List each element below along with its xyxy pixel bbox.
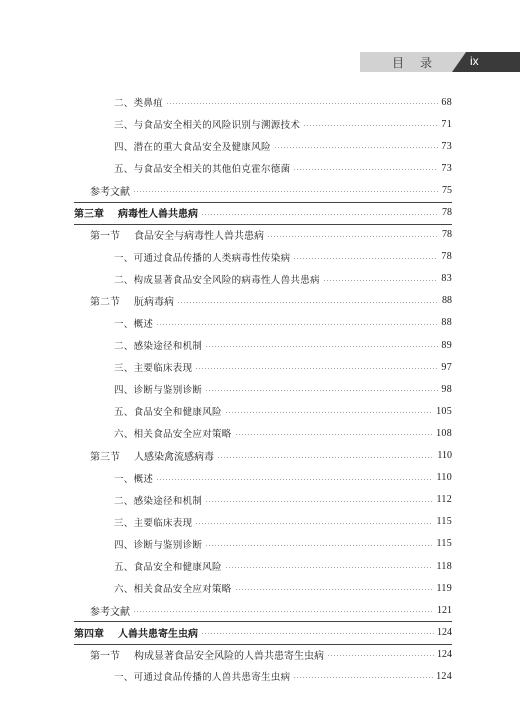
toc-page-number: 124 <box>437 648 452 660</box>
toc-leader-dots <box>293 169 438 170</box>
toc-entry-title: 三、主要临床表现 <box>114 517 193 529</box>
toc-page-number: 112 <box>436 494 452 506</box>
toc-leader-dots <box>201 214 439 215</box>
toc-entry-title: 构成显著食品安全风险的人兽共患寄生虫病 <box>134 650 324 662</box>
toc-page-number: 71 <box>441 118 452 130</box>
toc-subsection-row <box>74 400 452 422</box>
toc-leader-dots <box>235 434 433 435</box>
toc-leader-dots <box>166 103 438 104</box>
toc-subsection-row <box>74 511 452 533</box>
toc-entry-title: 六、相关食品安全应对策略 <box>114 429 232 441</box>
toc-page-number: 75 <box>442 184 452 196</box>
toc-entry-title: 参考文献 <box>90 606 130 618</box>
toc-entry-number: 第三节 <box>90 452 120 464</box>
toc-page-number: 88 <box>442 295 452 307</box>
toc-leader-dots <box>274 147 439 148</box>
toc-page-number: 88 <box>441 317 452 329</box>
toc-page-number: 97 <box>441 361 452 373</box>
toc-page-number: 73 <box>441 162 452 174</box>
toc-subsection-row <box>74 533 452 555</box>
toc-subsection-row <box>74 246 452 268</box>
toc-leader-dots <box>133 191 439 192</box>
toc-subsection-row <box>74 312 452 334</box>
header-title: 目录 <box>392 56 449 70</box>
toc-page-number: 110 <box>436 472 452 484</box>
toc-entry-title: 一、可通过食品传播的人类病毒性传染病 <box>114 252 291 264</box>
toc-entry-number: 第三章 <box>74 209 104 221</box>
toc-subsection-row <box>74 334 452 356</box>
toc-leader-dots <box>225 412 433 413</box>
toc-entry-title: 参考文献 <box>90 186 130 198</box>
toc-entry-number: 第一节 <box>90 650 120 662</box>
toc-page-number: 83 <box>441 273 452 285</box>
toc-subsection-row <box>74 467 452 489</box>
toc-subsection-row <box>74 135 452 157</box>
toc-entry-title: 人感染禽流感病毒 <box>134 452 214 464</box>
toc-page-number: 115 <box>436 538 452 550</box>
toc-entry-title: 五、与食品安全相关的其他伯克霍尔德菌 <box>114 164 291 176</box>
toc-page-number: 110 <box>437 450 452 462</box>
toc-entry-title: 二、构成显著食品安全风险的病毒性人兽共患病 <box>114 274 320 286</box>
toc-entry-title: 四、诊断与鉴别诊断 <box>114 385 203 397</box>
toc-page-number: 124 <box>436 670 452 682</box>
toc-entry-number: 第四章 <box>74 628 104 640</box>
toc-entry-title: 三、与食品安全相关的风险识别与溯源技术 <box>114 120 301 132</box>
toc-section-row <box>74 643 452 665</box>
toc-subsection-row <box>74 157 452 179</box>
toc-entry-number: 第二节 <box>90 297 120 309</box>
toc-subsection-row <box>74 268 452 290</box>
toc-leader-dots <box>156 479 433 480</box>
toc-page-number: 124 <box>437 626 452 638</box>
toc-leader-dots <box>177 302 439 303</box>
toc-entry-title: 朊病毒病 <box>134 297 174 309</box>
toc-subsection-row <box>74 356 452 378</box>
toc-leader-dots <box>205 390 438 391</box>
toc-leader-dots <box>205 346 438 347</box>
toc-page-number: 121 <box>437 604 452 616</box>
toc-section-row <box>74 445 452 467</box>
toc-leader-dots <box>133 611 434 612</box>
toc-page-number: 68 <box>441 96 452 108</box>
toc-page-number: 78 <box>442 207 452 219</box>
toc-page-number: 115 <box>436 516 452 528</box>
toc-page-number: 78 <box>442 229 452 241</box>
toc-leader-dots <box>323 280 439 281</box>
toc-leader-dots <box>225 567 434 568</box>
toc-entry-title: 四、潜在的重大食品安全及健康风险 <box>114 142 271 154</box>
toc-entry-title: 食品安全与病毒性人兽共患病 <box>134 231 264 243</box>
toc-page-number: 98 <box>441 383 452 395</box>
toc-leader-dots <box>156 324 438 325</box>
toc-subsection-row <box>74 577 452 599</box>
toc-page-number: 78 <box>441 251 452 263</box>
toc-subsection-row <box>74 91 452 113</box>
toc-references-row <box>74 599 452 621</box>
toc-chapter-row <box>74 201 452 223</box>
toc-leader-dots <box>195 368 438 369</box>
toc-subsection-row <box>74 665 452 687</box>
toc-leader-dots <box>293 677 433 678</box>
toc-entry-title: 五、食品安全和健康风险 <box>114 562 222 574</box>
toc-leader-dots <box>267 236 439 237</box>
toc-subsection-row <box>74 378 452 400</box>
toc-entry-title: 二、类鼻疽 <box>114 98 164 110</box>
toc-leader-dots <box>303 125 438 126</box>
toc-entry-title: 一、概述 <box>114 318 154 330</box>
toc-entry-title: 四、诊断与鉴别诊断 <box>114 539 203 551</box>
toc-references-row <box>74 179 452 201</box>
toc-entry-title: 六、相关食品安全应对策略 <box>114 584 232 596</box>
toc-subsection-row <box>74 489 452 511</box>
toc-entry-title: 一、概述 <box>114 473 154 485</box>
toc-entry-title: 一、可通过食品传播的人兽共患寄生虫病 <box>114 672 291 684</box>
toc-subsection-row <box>74 555 452 577</box>
toc-chapter-row <box>74 621 452 643</box>
toc-leader-dots <box>217 457 434 458</box>
table-of-contents <box>74 91 452 688</box>
toc-leader-dots <box>235 589 434 590</box>
toc-page-number: 105 <box>436 405 452 417</box>
toc-entry-title: 二、感染途径和机制 <box>114 341 203 353</box>
toc-leader-dots <box>293 258 438 259</box>
toc-page-number: 118 <box>436 560 452 572</box>
toc-page-number: 119 <box>436 582 452 594</box>
toc-subsection-row <box>74 113 452 135</box>
toc-leader-dots <box>201 633 434 634</box>
toc-section-row <box>74 224 452 246</box>
toc-page-number: 108 <box>436 427 452 439</box>
chapter-rule-top <box>74 621 452 622</box>
toc-leader-dots <box>327 655 434 656</box>
chapter-rule-top <box>74 202 452 203</box>
toc-section-row <box>74 290 452 312</box>
toc-entry-title: 三、主要临床表现 <box>114 363 193 375</box>
toc-entry-title: 人兽共患寄生虫病 <box>118 628 198 640</box>
toc-entry-title: 病毒性人兽共患病 <box>118 209 198 221</box>
header-page-number: ix <box>470 54 479 68</box>
toc-page-number: 89 <box>441 339 452 351</box>
toc-subsection-row <box>74 422 452 444</box>
toc-page-number: 73 <box>441 140 452 152</box>
toc-leader-dots <box>195 523 433 524</box>
toc-entry-title: 五、食品安全和健康风险 <box>114 407 222 419</box>
toc-leader-dots <box>205 545 433 546</box>
toc-entry-number: 第一节 <box>90 231 120 243</box>
toc-leader-dots <box>205 501 433 502</box>
toc-entry-title: 二、感染途径和机制 <box>114 495 203 507</box>
